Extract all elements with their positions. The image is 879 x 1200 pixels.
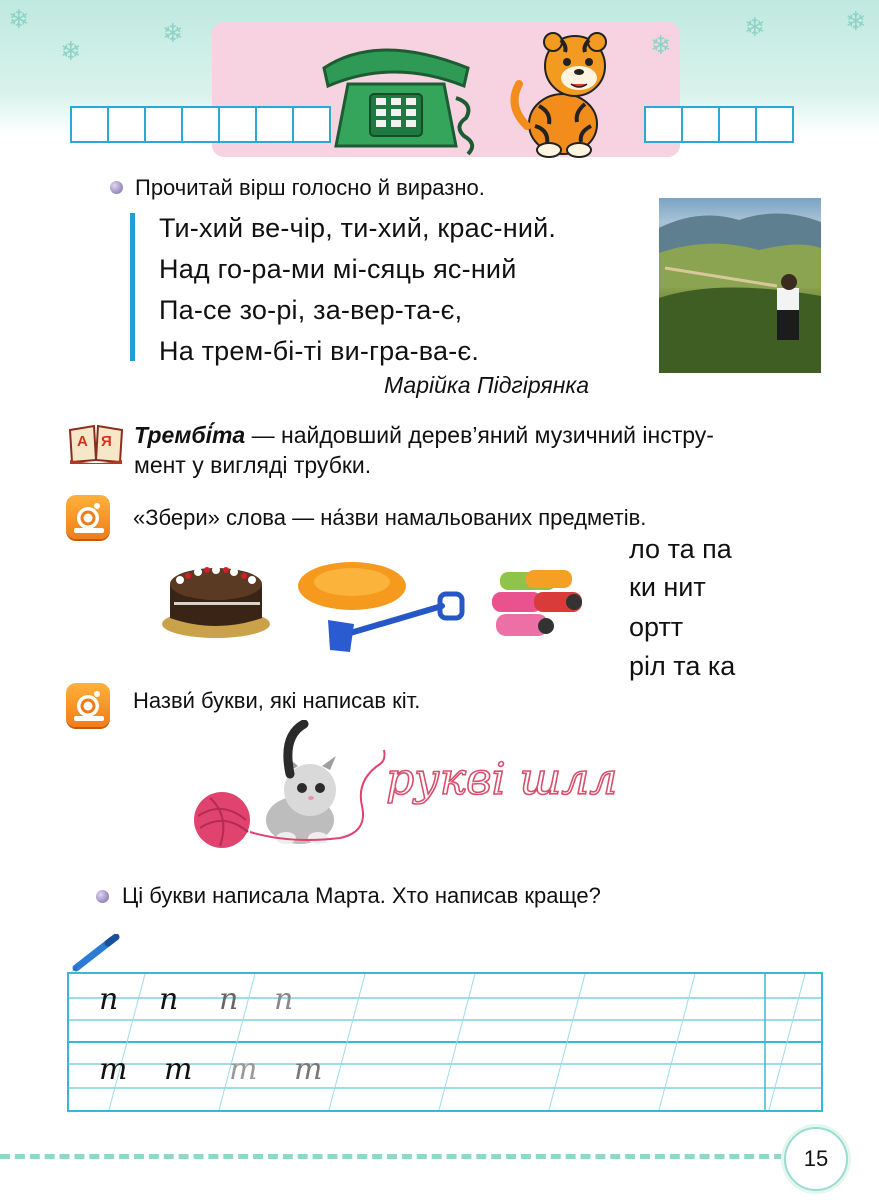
bullet-icon <box>110 181 123 194</box>
dictionary-line1 <box>134 422 714 449</box>
snail-icon <box>66 683 110 727</box>
cursive-letter-p: п <box>274 982 294 1017</box>
cursive-letter-t: т <box>294 1052 323 1087</box>
thread-spools-icon <box>486 566 590 646</box>
letter-boxes-left[interactable] <box>70 106 329 143</box>
poem-author: Марійка Підгірянка <box>384 372 590 398</box>
kitten-with-yarn-illustration <box>190 720 710 870</box>
cursive-letter-p: п <box>159 982 179 1017</box>
poem-line: Над го-ра-ми мі-сяць яс-ний <box>159 254 517 284</box>
telephone-icon <box>318 38 488 158</box>
poem-line: Па-се зо-рі, за-вер-та-є, <box>159 295 463 325</box>
dictionary-definition: — найдовший дерев’яний музичний інстру- <box>245 422 714 448</box>
cursive-letter-p: п <box>219 982 239 1017</box>
bullet-icon <box>96 890 109 903</box>
dictionary-term: Трембі́та <box>134 422 246 448</box>
letter-boxes-right[interactable] <box>644 106 792 143</box>
section2-instruction: Ці букви написала Марта. Хто написав краще? <box>122 883 601 908</box>
snowflake-icon: ❄ <box>162 18 184 48</box>
task1-instruction: «Збери» слова — на́зви намальованих предметів. <box>133 505 647 530</box>
scrambled-word: ортт <box>629 612 684 642</box>
book-letter-a: А <box>77 433 88 450</box>
poem-accent-bar <box>130 213 135 361</box>
scrambled-word: ло та па <box>629 534 732 564</box>
book-letter-ya: Я <box>101 433 112 450</box>
cake-icon <box>160 552 275 642</box>
scrambled-word: ріл та ка <box>629 651 736 681</box>
cursive-letter-t: т <box>229 1052 258 1087</box>
plate-and-shovel-icon <box>296 558 470 658</box>
book-icon <box>68 420 124 464</box>
page-number: 15 <box>784 1127 848 1191</box>
snowflake-icon: ❄ <box>845 6 867 36</box>
snowflake-icon: ❄ <box>650 30 672 60</box>
poem-line: Ти-хий ве-чір, ти-хий, крас-ний. <box>159 213 557 243</box>
snowflake-icon: ❄ <box>744 12 766 42</box>
cursive-letter-t: т <box>164 1052 193 1087</box>
section1-instruction: Прочитай вірш голосно й виразно. <box>135 175 485 200</box>
snowflake-icon: ❄ <box>60 36 82 66</box>
cursive-letter-p: п <box>99 982 119 1017</box>
snail-icon <box>66 495 110 539</box>
trembita-photo <box>659 198 821 373</box>
snowflake-icon: ❄ <box>8 4 30 34</box>
poem-line: На трем-бі-ті ви-гра-ва-є. <box>159 336 480 366</box>
task2-instruction: Назви́ букви, які написав кіт. <box>133 688 421 713</box>
pen-icon <box>68 934 122 974</box>
tiger-icon <box>505 26 617 160</box>
handwriting-practice-area[interactable] <box>67 972 823 1112</box>
scrambled-word: ки нит <box>629 572 706 602</box>
cursive-letter-t: т <box>99 1052 128 1087</box>
cat-cursive-letters: рукві шлл <box>386 754 618 805</box>
dictionary-line2: мент у вигляді трубки. <box>134 452 372 478</box>
footer-dashed-line <box>0 1154 784 1159</box>
